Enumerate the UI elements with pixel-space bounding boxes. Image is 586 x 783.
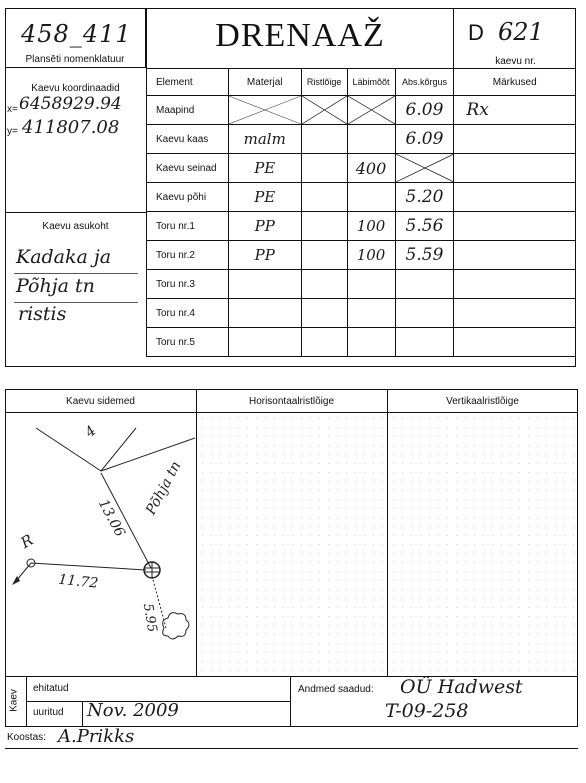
- row-materjal: PE: [228, 183, 301, 212]
- nomenclature-label: Plansēti nomenklatuur: [25, 54, 125, 65]
- horizontal-section-area: [198, 414, 386, 676]
- row-materjal: [228, 328, 301, 357]
- footer-side-label: Kaev: [8, 689, 20, 712]
- row-abs: [395, 299, 454, 328]
- vertical-section-area: [389, 414, 577, 676]
- location-line-3: ristis: [18, 303, 67, 325]
- nomenclature-value: 458_411: [21, 20, 132, 48]
- row-materjal: PE: [228, 154, 301, 183]
- row-materjal: [228, 299, 301, 328]
- reference-label: R: [17, 530, 37, 552]
- table-row: [147, 183, 576, 212]
- row-labimoot: 100: [347, 241, 395, 270]
- table-row: [147, 299, 576, 328]
- data-source-value-1: OÜ Hadwest: [400, 676, 523, 698]
- crossed-cell: [347, 96, 395, 125]
- th-abs: Abs.kõrgus: [395, 69, 454, 96]
- page-title: DRENAAŽ: [215, 17, 385, 54]
- th-markused: Märkused: [454, 69, 576, 96]
- connection-line-2: [31, 563, 146, 570]
- row-markused: [454, 270, 576, 299]
- row-element: Kaevu seinad: [147, 154, 229, 183]
- cross-mark: [348, 96, 395, 124]
- well-prefix: D: [468, 20, 484, 45]
- author-label: Koostas:: [7, 732, 46, 743]
- element-table: [146, 68, 576, 357]
- crossed-cell: [301, 96, 347, 125]
- col-kaevu-sidemed: Kaevu sidemed: [66, 396, 135, 407]
- footer-side-divider: [26, 677, 27, 727]
- row-labimoot: [347, 299, 395, 328]
- col-horisontaal: Horisontaalristlõige: [248, 396, 335, 407]
- table-row: [147, 328, 576, 357]
- row-ristloige: [301, 270, 347, 299]
- row-ristloige: [301, 328, 347, 357]
- examined-value: Nov. 2009: [87, 700, 179, 721]
- y-value: 411807.08: [22, 117, 120, 138]
- row-abs: 5.20: [395, 183, 454, 212]
- row-element: Kaevu kaas: [147, 125, 229, 154]
- th-element: Element: [147, 69, 229, 96]
- row-abs: 6.09: [395, 96, 454, 125]
- row-markused: [454, 154, 576, 183]
- row-abs: 5.59: [395, 241, 454, 270]
- row-abs: [395, 270, 454, 299]
- well-label: kaevu nr.: [495, 56, 536, 67]
- location-label: Kaevu asukoht: [42, 221, 109, 232]
- footer-label-divider: [82, 701, 83, 727]
- table-header-row: [147, 69, 576, 96]
- table-row: [147, 96, 576, 125]
- row-abs: [395, 328, 454, 357]
- row-labimoot: 100: [347, 212, 395, 241]
- crossed-cell: [395, 154, 454, 183]
- table-row: [147, 125, 576, 154]
- row-ristloige: [301, 125, 347, 154]
- data-source-label: Andmed saadud:: [298, 684, 374, 695]
- distance-1: 13.06: [94, 496, 128, 540]
- well-number: 621: [498, 18, 544, 46]
- row-labimoot: [347, 270, 395, 299]
- row-materjal: [228, 270, 301, 299]
- cross-mark: [396, 154, 454, 182]
- row-labimoot: [347, 125, 395, 154]
- coords-label: Kaevu koordinaadid: [31, 83, 120, 94]
- table-row: [147, 241, 576, 270]
- cross-mark: [229, 96, 301, 124]
- row-ristloige: [301, 241, 347, 270]
- row-element: Toru nr.2: [147, 241, 229, 270]
- row-markused: [454, 125, 576, 154]
- sketch-col-divider-2: [387, 389, 388, 677]
- row-abs: 5.56: [395, 212, 454, 241]
- location-divider: [5, 212, 146, 213]
- table-row: [147, 212, 576, 241]
- x-label: x=: [7, 104, 18, 115]
- row-element: Kaevu põhi: [147, 183, 229, 212]
- built-label: ehitatud: [33, 683, 69, 694]
- row-materjal: PP: [228, 212, 301, 241]
- row-ristloige: [301, 299, 347, 328]
- row-element: Toru nr.3: [147, 270, 229, 299]
- x-value: 6458929.94: [19, 94, 122, 114]
- row-markused: [454, 299, 576, 328]
- location-sketch: [6, 413, 195, 676]
- col-vertikaal: Vertikaalristlõige: [446, 396, 519, 407]
- row-ristloige: [301, 183, 347, 212]
- th-materjal: Materjal: [228, 69, 301, 96]
- row-markused: [454, 212, 576, 241]
- row-element: Toru nr.4: [147, 299, 229, 328]
- row-element: Maapind: [147, 96, 229, 125]
- row-markused: [454, 183, 576, 212]
- location-line-2: Põhja tn: [16, 275, 95, 297]
- footer-mid-divider: [290, 677, 291, 727]
- author-line: [5, 748, 578, 749]
- examined-label: uuritud: [33, 707, 64, 718]
- row-labimoot: 400: [347, 154, 395, 183]
- street-label: Põhja tn: [143, 458, 185, 518]
- row-markused: Rx: [454, 96, 576, 125]
- sketch-col-divider-1: [196, 389, 197, 677]
- row-ristloige: [301, 212, 347, 241]
- row-element: Toru nr.1: [147, 212, 229, 241]
- table-row: [147, 154, 576, 183]
- location-underline-1: [14, 273, 138, 274]
- row-materjal: PP: [228, 241, 301, 270]
- y-label: y=: [7, 126, 18, 137]
- row-labimoot: [347, 328, 395, 357]
- location-line-1: Kadaka ja: [16, 246, 112, 268]
- row-abs: 6.09: [395, 125, 454, 154]
- th-labimoot: Läbimõõt: [347, 69, 395, 96]
- data-source-value-2: T-09-258: [385, 700, 469, 722]
- distance-3: 5.95: [139, 602, 160, 634]
- tree-symbol: [163, 613, 189, 639]
- distance-2: 11.72: [57, 571, 99, 592]
- row-element: Toru nr.5: [147, 328, 229, 357]
- nomenclature-cell: [5, 8, 146, 68]
- author-value: A.Prikks: [58, 726, 135, 747]
- row-labimoot: [347, 183, 395, 212]
- row-materjal: malm: [228, 125, 301, 154]
- crossed-cell: [228, 96, 301, 125]
- cross-mark: [302, 96, 347, 124]
- table-row: [147, 270, 576, 299]
- row-markused: [454, 241, 576, 270]
- building-label: 4: [82, 422, 100, 441]
- row-markused: [454, 328, 576, 357]
- th-ristloige: Ristlõige: [301, 69, 347, 96]
- row-ristloige: [301, 154, 347, 183]
